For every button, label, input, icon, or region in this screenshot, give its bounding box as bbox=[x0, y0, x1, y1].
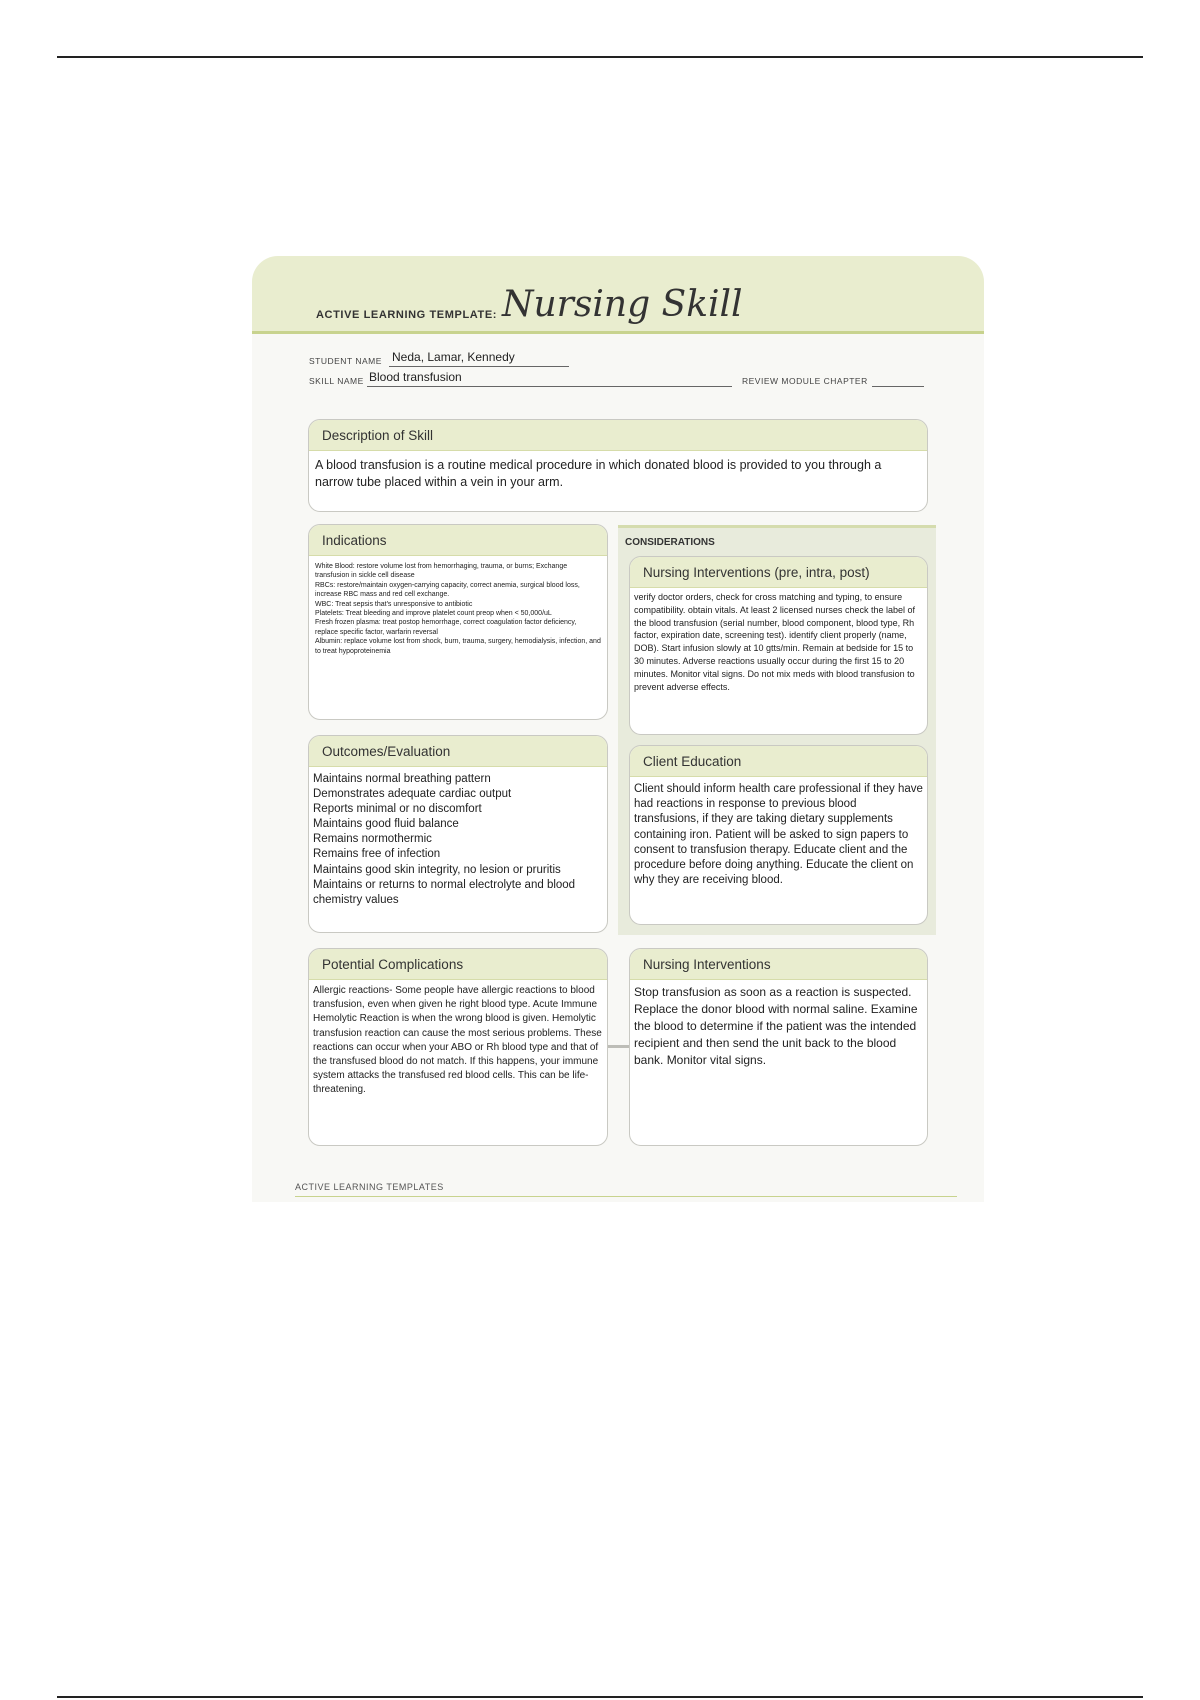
nursing-interventions-pre-box bbox=[629, 556, 928, 735]
outcome-item: Remains normothermic bbox=[313, 833, 432, 846]
considerations-label: CONSIDERATIONS bbox=[625, 537, 715, 548]
template-label: ACTIVE LEARNING TEMPLATE: bbox=[316, 309, 498, 321]
client-education-title: Client Education bbox=[630, 746, 927, 777]
review-module-line bbox=[872, 386, 924, 387]
indication-item: Fresh frozen plasma: treat postop hemorrhage, correct coagulation factor deficiency, replace specific factor, warfarin reversal bbox=[315, 619, 577, 636]
outcome-item: Maintains good skin integrity, no lesion or pruritis bbox=[313, 863, 561, 876]
outcome-item: Remains free of infection bbox=[313, 848, 441, 861]
footer-line bbox=[295, 1196, 957, 1197]
footer-label: ACTIVE LEARNING TEMPLATES bbox=[295, 1182, 444, 1192]
review-module-label: REVIEW MODULE CHAPTER bbox=[742, 376, 868, 386]
outcomes-title: Outcomes/Evaluation bbox=[309, 736, 607, 767]
skill-name-label: SKILL NAME bbox=[309, 376, 364, 386]
nursing-skill-template bbox=[252, 256, 984, 1202]
top-rule bbox=[57, 56, 1143, 58]
template-header bbox=[252, 256, 984, 334]
skill-name-value: Blood transfusion bbox=[369, 370, 462, 384]
template-title: Nursing Skill bbox=[502, 284, 743, 325]
complications-title: Potential Complications bbox=[309, 949, 607, 980]
indications-box bbox=[308, 524, 608, 720]
complications-box bbox=[308, 948, 608, 1146]
outcomes-list bbox=[309, 767, 607, 913]
outcome-item: Maintains normal breathing pattern bbox=[313, 773, 491, 785]
outcome-item: Maintains good fluid balance bbox=[313, 818, 459, 831]
description-box bbox=[308, 419, 928, 512]
client-education-box bbox=[629, 745, 928, 925]
outcome-item: Maintains or returns to normal electrolyte and blood chemistry values bbox=[313, 878, 576, 906]
indication-item: WBC: Treat sepsis that's unresponsive to antibiotic bbox=[315, 600, 473, 608]
indication-item: Platelets: Treat bleeding and improve platelet count preop when < 50,000/uL bbox=[315, 610, 552, 618]
nursing-interventions-pre-text: verify doctor orders, check for cross matching and typing, to ensure compatibility. obtain vitals. At least 2 licensed nurses check the label of the blood transfusion (serial number, blood component, blood type, Rh factor, expiration date, screening test). identify client properly (name, DOB). Start infusion slowly at 10 gtts/min. Remain at bedside for 15 to 30 minutes. Adverse reactions usually occur during the first 15 to 20 minutes. Monitor vital signs. Do not mix meds with blood transfusion to prevent adverse effects. bbox=[634, 592, 915, 692]
nursing-interventions-box bbox=[629, 948, 928, 1146]
indications-title: Indications bbox=[309, 525, 607, 556]
indication-item: RBCs: restore/maintain oxygen-carrying capacity, correct anemia, surgical blood loss, increase RBC mass and red cell exchange. bbox=[315, 581, 580, 599]
student-name-value: Neda, Lamar, Kennedy bbox=[392, 350, 515, 364]
description-title: Description of Skill bbox=[309, 420, 927, 451]
nursing-interventions-title: Nursing Interventions bbox=[630, 949, 927, 980]
outcomes-box bbox=[308, 735, 608, 933]
description-text: A blood transfusion is a routine medical procedure in which donated blood is provided to you through a narrow tube placed within a vein in your arm. bbox=[315, 458, 882, 489]
complications-text: Allergic reactions- Some people have allergic reactions to blood transfusion, even when given he right blood type. Acute Immune Hemolytic Reaction is when the wrong blood is given. Hemolytic transfusion reaction can cause the most serious problems. These reactions can occur when your ABO or Rh blood type and that of the transfused blood do not match. If this happens, your immune system attacks the transfused red blood cells. This can be life-threatening. bbox=[313, 985, 602, 1096]
skill-name-line bbox=[367, 386, 732, 387]
outcome-item: Reports minimal or no discomfort bbox=[313, 803, 482, 816]
outcome-item: Demonstrates adequate cardiac output bbox=[313, 788, 512, 801]
client-education-text: Client should inform health care professional if they have had reactions in response to previous blood transfusions, if they are taking dietary supplements containing iron. Patient will be asked to sign papers to consent to transfusion therapy. Educate client and the procedure before doing anything. Educate the client on why they are receiving blood. bbox=[634, 783, 923, 887]
student-name-line bbox=[389, 366, 569, 367]
connector-line bbox=[608, 1045, 630, 1048]
nursing-interventions-pre-title: Nursing Interventions (pre, intra, post) bbox=[630, 557, 927, 588]
indication-item: White Blood: restore volume lost from hemorrhaging, trauma, or burns; Exchange transfusion in sickle cell disease bbox=[315, 563, 568, 580]
nursing-interventions-text: Stop transfusion as soon as a reaction is suspected. Replace the donor blood with normal saline. Examine the blood to determine if the patient was the intended recipient and then send the unit back to the blood bank. Monitor vital signs. bbox=[634, 985, 918, 1067]
bottom-rule bbox=[57, 1696, 1143, 1698]
indications-list bbox=[309, 556, 607, 662]
indication-item: Albumin: replace volume lost from shock, burn, trauma, surgery, hemodialysis, infection, and to treat hypoproteinemia bbox=[315, 638, 601, 655]
student-name-label: STUDENT NAME bbox=[309, 356, 382, 366]
